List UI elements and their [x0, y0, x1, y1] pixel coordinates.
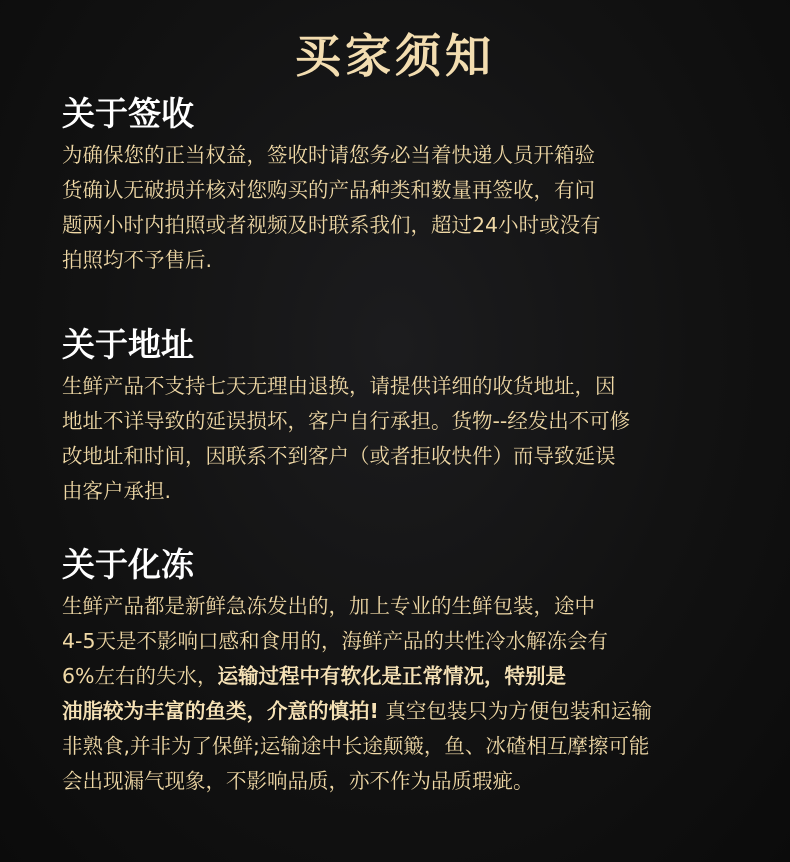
emphasis-text: 运输过程中有软化是正常情况，特别是: [217, 664, 567, 688]
section-body-thawing: [62, 589, 777, 799]
section-heading-address: 关于地址: [62, 325, 194, 364]
text-line: 题两小时内拍照或者视频及时联系我们，超过24小时或没有: [62, 213, 601, 237]
text-segment: 6%左右的失水，: [62, 664, 218, 688]
text-line: [62, 694, 777, 729]
emphasis-text: 油脂较为丰富的鱼类，介意的慎拍!: [62, 699, 379, 723]
text-line: 地址不详导致的延误损坏，客户自行承担。货物--经发出不可修: [62, 409, 631, 433]
text-line: 非熟食,并非为了保鲜;运输途中长途颠簸，鱼、冰碴相互摩擦可能: [62, 734, 650, 758]
section-thawing: [62, 545, 777, 799]
text-line: 4-5天是不影响口感和食用的，海鲜产品的共性冷水解冻会有: [62, 629, 608, 653]
section-heading-thawing: 关于化冻: [62, 545, 194, 584]
text-line: 货确认无破损并核对您购买的产品种类和数量再签收，有问: [62, 178, 595, 202]
page-title: 买家须知: [295, 29, 495, 83]
text-line: 生鲜产品不支持七天无理由退换，请提供详细的收货地址，因: [62, 374, 616, 398]
section-body-address: [62, 369, 777, 509]
text-segment: 真空包装只为方便包装和运输: [378, 699, 652, 723]
text-line: 会出现漏气现象，不影响品质，亦不作为品质瑕疵。: [62, 769, 534, 793]
section-signing: [62, 94, 777, 278]
text-line: 改地址和时间，因联系不到客户（或者拒收快件）而导致延误: [62, 444, 616, 468]
text-line: [62, 659, 777, 694]
text-line: 拍照均不予售后.: [62, 248, 213, 272]
section-address: [62, 325, 777, 509]
text-line: 生鲜产品都是新鲜急冻发出的，加上专业的生鲜包装，途中: [62, 594, 595, 618]
text-line: 由客户承担.: [62, 479, 172, 503]
section-heading-signing: 关于签收: [62, 94, 194, 133]
text-line: 为确保您的正当权益，签收时请您务必当着快递人员开箱验: [62, 143, 595, 167]
section-body-signing: [62, 138, 777, 278]
